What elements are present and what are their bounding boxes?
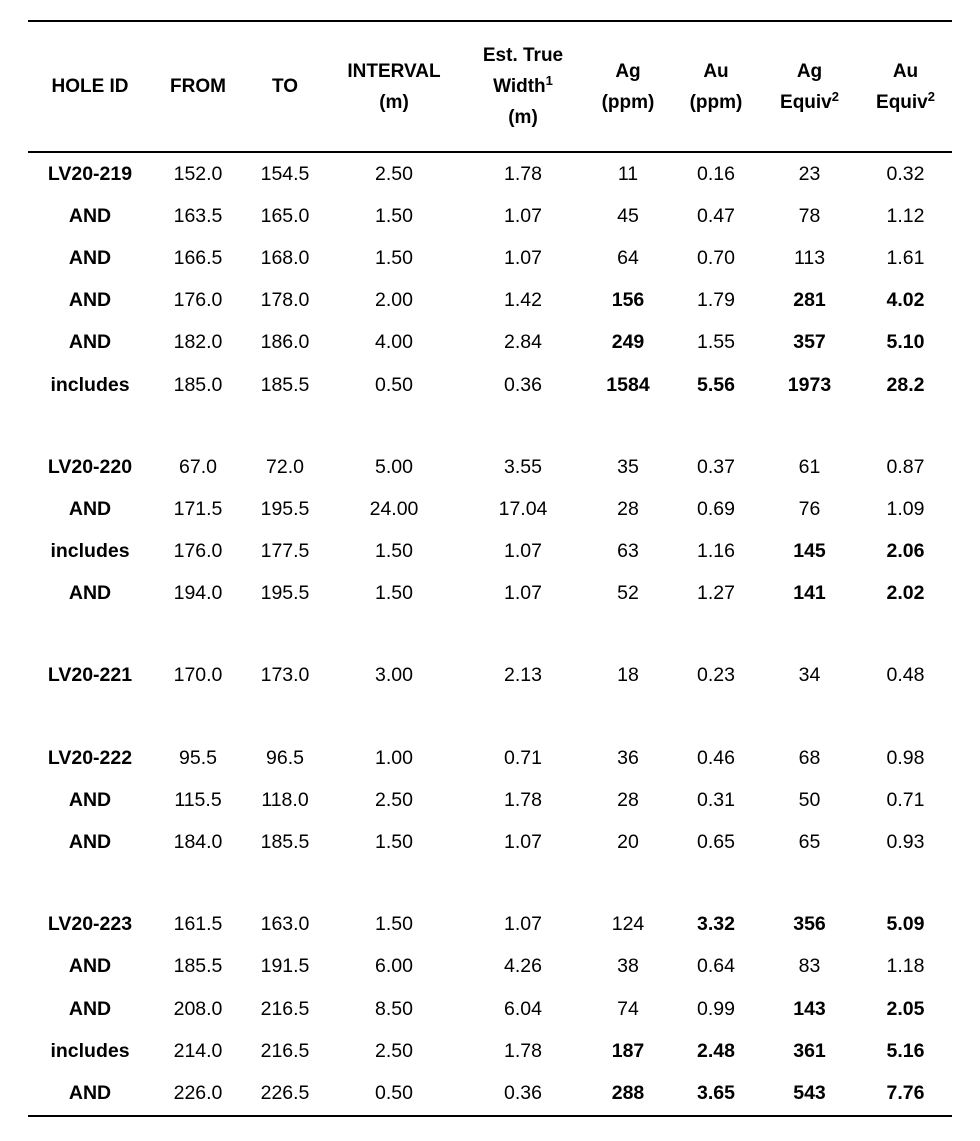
ag-ppm-cell: 11	[617, 162, 639, 185]
ag-equiv-cell: 61	[798, 455, 821, 478]
ag-ppm-cell: 249	[611, 331, 645, 354]
hole-id-cell: AND	[68, 497, 112, 520]
true-width-cell: 1.07	[504, 246, 542, 269]
true-width-cell: 4.26	[504, 955, 542, 978]
ag-equiv-cell: 543	[793, 1081, 826, 1104]
true-width-cell: 1.42	[504, 289, 542, 312]
col-header-au-equiv: Au Equiv$^2$	[876, 60, 935, 113]
footnote-2-marker: 2	[927, 88, 935, 104]
au-ppm-cell: 0.16	[697, 162, 735, 185]
ag-ppm-cell: 74	[617, 997, 639, 1020]
group-spacer	[28, 406, 952, 446]
hole-id-cell: includes	[50, 540, 130, 563]
au-equiv-cell: 5.09	[886, 913, 925, 936]
ag-ppm-cell: 187	[611, 1039, 645, 1062]
au-equiv-cell: 0.93	[886, 831, 925, 854]
ag-ppm-cell: 20	[617, 831, 639, 854]
au-equiv-cell: 1.18	[886, 955, 925, 978]
header-row	[28, 21, 952, 152]
true-width-cell: 0.36	[504, 373, 542, 396]
au-ppm-cell: 0.46	[697, 746, 735, 769]
ag-equiv-cell: 83	[798, 955, 821, 978]
hole-id-cell: AND	[68, 788, 112, 811]
au-ppm-cell: 5.56	[697, 373, 735, 396]
hole-id-cell: AND	[68, 1081, 112, 1104]
ag-ppm-cell: 28	[617, 788, 639, 811]
au-ppm-cell: 2.48	[697, 1039, 735, 1062]
interval-cell: 2.50	[375, 788, 413, 811]
group-spacer	[28, 697, 952, 737]
table-row	[28, 779, 952, 821]
to-cell: 72.0	[266, 455, 304, 478]
au-equiv-cell: 0.71	[886, 788, 925, 811]
true-width-cell: 17.04	[498, 497, 548, 520]
interval-cell: 1.50	[375, 540, 413, 563]
ag-ppm-cell: 45	[617, 204, 639, 227]
true-width-cell: 2.13	[504, 664, 542, 687]
interval-cell: 1.50	[375, 582, 413, 605]
spacer-cell	[28, 615, 952, 655]
true-width-cell: 1.78	[504, 1039, 542, 1062]
au-equiv-cell: 4.02	[886, 289, 925, 312]
col-header-au: Au (ppm)	[689, 60, 743, 113]
ag-equiv-cell: 34	[798, 664, 821, 687]
drill-results-table-container	[28, 20, 952, 1117]
au-ppm-cell: 1.27	[697, 582, 735, 605]
hole-id-cell: AND	[68, 331, 112, 354]
hole-id-cell: AND	[68, 582, 112, 605]
ag-ppm-cell: 64	[617, 246, 639, 269]
hole-id-cell: AND	[68, 289, 112, 312]
spacer-cell	[28, 406, 952, 446]
col-header-ag: Ag (ppm)	[601, 60, 655, 113]
hole-id-cell: AND	[68, 955, 112, 978]
au-equiv-cell: 1.09	[886, 497, 925, 520]
ag-ppm-cell: 124	[611, 913, 645, 936]
ag-ppm-cell: 18	[617, 664, 639, 687]
from-cell: 176.0	[173, 540, 223, 563]
table-row	[28, 821, 952, 863]
true-width-cell: 0.36	[504, 1081, 542, 1104]
to-cell: 185.5	[260, 373, 310, 396]
to-cell: 226.5	[260, 1081, 310, 1104]
interval-cell: 1.50	[375, 204, 413, 227]
au-ppm-cell: 0.69	[697, 497, 735, 520]
hole-id-cell: AND	[68, 831, 112, 854]
table-row	[28, 1030, 952, 1072]
hole-id-cell: LV20-219	[47, 162, 133, 185]
table-row	[28, 364, 952, 406]
table-row	[28, 573, 952, 615]
from-cell: 152.0	[173, 162, 223, 185]
ag-equiv-cell: 145	[793, 540, 826, 563]
table-row	[28, 1072, 952, 1115]
ag-ppm-cell: 36	[617, 746, 639, 769]
true-width-cell: 1.07	[504, 204, 542, 227]
ag-ppm-cell: 52	[617, 582, 639, 605]
table-row	[28, 322, 952, 364]
au-equiv-cell: 1.12	[886, 204, 925, 227]
ag-ppm-cell: 35	[617, 455, 639, 478]
interval-cell: 24.00	[369, 497, 419, 520]
hole-id-cell: LV20-223	[47, 913, 133, 936]
table-row	[28, 904, 952, 946]
to-cell: 195.5	[260, 582, 310, 605]
table-row	[28, 946, 952, 988]
table-row	[28, 195, 952, 237]
hole-id-cell: includes	[50, 373, 130, 396]
ag-equiv-cell: 361	[793, 1039, 826, 1062]
footnote-2-marker: 2	[831, 88, 839, 104]
interval-cell: 1.00	[375, 746, 413, 769]
interval-cell: 2.50	[375, 1039, 413, 1062]
table-row	[28, 655, 952, 697]
au-ppm-cell: 1.55	[697, 331, 735, 354]
from-cell: 115.5	[174, 788, 222, 811]
table-row	[28, 446, 952, 488]
interval-cell: 5.00	[375, 455, 413, 478]
interval-cell: 6.00	[375, 955, 413, 978]
to-cell: 118.0	[261, 788, 309, 811]
hole-id-cell: AND	[68, 997, 112, 1020]
au-equiv-cell: 0.87	[886, 455, 925, 478]
hole-id-cell: LV20-222	[47, 746, 133, 769]
table-row	[28, 280, 952, 322]
table-row	[28, 531, 952, 573]
ag-equiv-cell: 68	[798, 746, 821, 769]
au-equiv-cell: 5.16	[886, 1039, 925, 1062]
au-ppm-cell: 0.99	[697, 997, 735, 1020]
to-cell: 154.5	[260, 162, 310, 185]
true-width-cell: 6.04	[504, 997, 542, 1020]
from-cell: 184.0	[173, 831, 223, 854]
au-ppm-cell: 0.47	[697, 204, 735, 227]
au-equiv-cell: 0.98	[886, 746, 925, 769]
col-header-hole-id: HOLE ID	[51, 76, 129, 97]
from-cell: 185.5	[173, 955, 223, 978]
from-cell: 166.5	[173, 246, 223, 269]
ag-equiv-cell: 357	[793, 331, 826, 354]
true-width-cell: 0.71	[504, 746, 542, 769]
from-cell: 163.5	[173, 204, 223, 227]
true-width-cell: 1.07	[504, 540, 542, 563]
ag-equiv-cell: 141	[793, 582, 826, 605]
au-ppm-cell: 0.65	[697, 831, 735, 854]
spacer-cell	[28, 697, 952, 737]
to-cell: 168.0	[260, 246, 310, 269]
to-cell: 178.0	[260, 289, 310, 312]
true-width-cell: 3.55	[504, 455, 542, 478]
table-row	[28, 737, 952, 779]
interval-cell: 0.50	[375, 373, 413, 396]
interval-cell: 1.50	[375, 831, 413, 854]
group-spacer	[28, 615, 952, 655]
from-cell: 182.0	[173, 331, 223, 354]
table-row	[28, 237, 952, 279]
ag-equiv-cell: 356	[793, 913, 826, 936]
au-ppm-cell: 0.70	[697, 246, 735, 269]
ag-equiv-cell: 143	[793, 997, 826, 1020]
au-ppm-cell: 0.23	[697, 664, 735, 687]
au-ppm-cell: 3.32	[697, 913, 735, 936]
au-equiv-cell: 2.02	[886, 582, 925, 605]
hole-id-cell: LV20-220	[47, 455, 133, 478]
table-row	[28, 488, 952, 530]
col-header-ag-equiv: Ag Equiv$^2$	[780, 60, 839, 113]
au-equiv-cell: 5.10	[886, 331, 925, 354]
to-cell: 216.5	[260, 997, 310, 1020]
table-row	[28, 988, 952, 1030]
au-equiv-cell: 28.2	[886, 373, 925, 396]
interval-cell: 8.50	[375, 997, 413, 1020]
from-cell: 226.0	[173, 1081, 223, 1104]
to-cell: 185.5	[260, 831, 310, 854]
spacer-cell	[28, 864, 952, 904]
au-ppm-cell: 0.37	[697, 455, 735, 478]
from-cell: 95.5	[179, 746, 217, 769]
au-ppm-cell: 1.16	[697, 540, 735, 563]
to-cell: 191.5	[260, 955, 310, 978]
interval-cell: 0.50	[375, 1081, 413, 1104]
interval-cell: 2.50	[375, 162, 413, 185]
true-width-cell: 1.07	[504, 831, 542, 854]
true-width-cell: 1.07	[504, 582, 542, 605]
true-width-cell: 1.78	[504, 162, 542, 185]
to-cell: 163.0	[260, 913, 310, 936]
from-cell: 170.0	[173, 664, 223, 687]
ag-ppm-cell: 38	[617, 955, 639, 978]
ag-ppm-cell: 63	[617, 540, 639, 563]
from-cell: 67.0	[179, 455, 217, 478]
from-cell: 214.0	[173, 1039, 223, 1062]
au-ppm-cell: 0.31	[697, 788, 735, 811]
col-header-true-width: Est. True Width$^1$ (m)	[482, 45, 564, 128]
au-equiv-cell: 7.76	[886, 1081, 925, 1104]
group-spacer	[28, 864, 952, 904]
hole-id-cell: AND	[68, 246, 112, 269]
ag-equiv-cell: 65	[798, 831, 821, 854]
ag-ppm-cell: 288	[611, 1081, 645, 1104]
from-cell: 194.0	[173, 582, 223, 605]
table-body	[28, 152, 952, 1116]
ag-equiv-cell: 76	[798, 497, 821, 520]
ag-ppm-cell: 28	[617, 497, 639, 520]
true-width-cell: 1.78	[504, 788, 542, 811]
au-ppm-cell: 0.64	[697, 955, 735, 978]
to-cell: 186.0	[260, 331, 310, 354]
footnote-1-marker: 1	[545, 73, 553, 88]
interval-cell: 4.00	[375, 331, 413, 354]
au-ppm-cell: 1.79	[697, 289, 735, 312]
to-cell: 195.5	[260, 497, 310, 520]
true-width-cell: 2.84	[504, 331, 542, 354]
au-equiv-cell: 0.32	[886, 162, 925, 185]
ag-equiv-cell: 23	[798, 162, 821, 185]
au-equiv-cell: 2.05	[886, 997, 925, 1020]
interval-cell: 2.00	[375, 289, 413, 312]
hole-id-cell: AND	[68, 204, 112, 227]
to-cell: 173.0	[260, 664, 310, 687]
to-cell: 96.5	[266, 746, 304, 769]
au-equiv-cell: 0.48	[886, 664, 925, 687]
from-cell: 171.5	[173, 497, 223, 520]
from-cell: 185.0	[173, 373, 223, 396]
hole-id-cell: includes	[50, 1039, 130, 1062]
ag-ppm-cell: 156	[611, 289, 645, 312]
from-cell: 208.0	[173, 997, 223, 1020]
ag-equiv-cell: 1973	[787, 373, 832, 396]
ag-ppm-cell: 1584	[606, 373, 650, 396]
drill-results-table	[28, 20, 952, 1117]
au-ppm-cell: 3.65	[697, 1081, 735, 1104]
col-header-from: FROM	[170, 76, 226, 97]
to-cell: 165.0	[260, 204, 310, 227]
au-equiv-cell: 1.61	[886, 246, 925, 269]
ag-equiv-cell: 113	[793, 246, 826, 269]
ag-equiv-cell: 50	[798, 788, 821, 811]
ag-equiv-cell: 78	[798, 204, 821, 227]
from-cell: 176.0	[173, 289, 223, 312]
true-width-cell: 1.07	[504, 913, 542, 936]
au-equiv-cell: 2.06	[886, 540, 925, 563]
col-header-interval: INTERVAL (m)	[347, 60, 441, 113]
to-cell: 216.5	[260, 1039, 310, 1062]
col-header-to: TO	[271, 76, 299, 97]
table-row	[28, 152, 952, 195]
interval-cell: 1.50	[375, 246, 413, 269]
interval-cell: 1.50	[375, 913, 413, 936]
ag-equiv-cell: 281	[793, 289, 826, 312]
interval-cell: 3.00	[375, 664, 413, 687]
from-cell: 161.5	[173, 913, 223, 936]
hole-id-cell: LV20-221	[47, 664, 133, 687]
to-cell: 177.5	[260, 540, 310, 563]
